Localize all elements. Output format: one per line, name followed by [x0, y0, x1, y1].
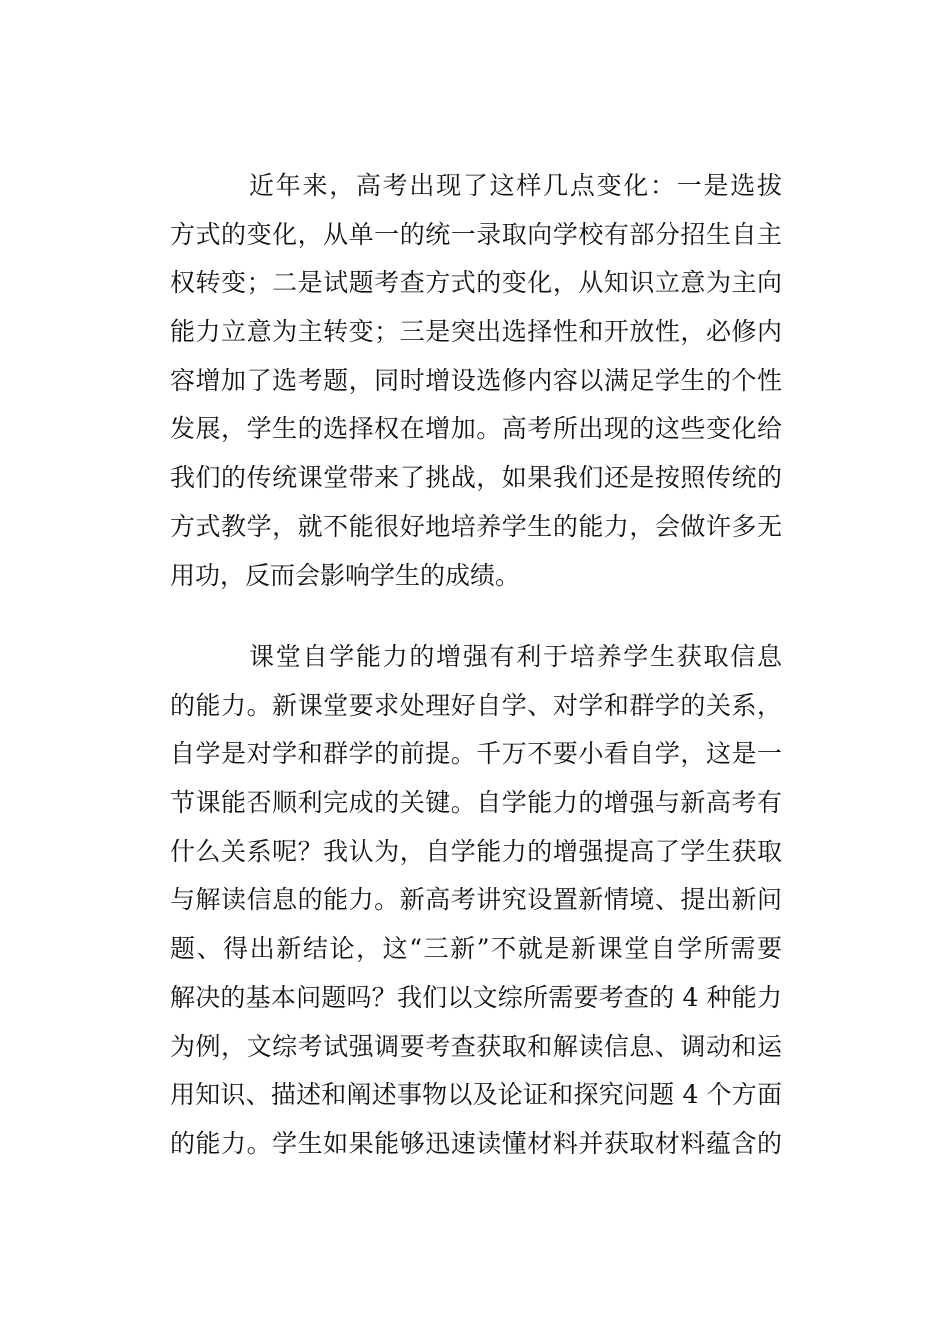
paragraph-line: 的能力。新课堂要求处理好自学、对学和群学的关系， [170, 690, 782, 720]
paragraph-line: 用功，反而会影响学生的成绩。 [170, 560, 521, 590]
paragraph-line: 用知识、描述和阐述事物以及论证和探究问题 4 个方面 [170, 1080, 782, 1110]
paragraph-line: 权转变；二是试题考查方式的变化，从知识立意为主向 [170, 268, 782, 298]
paragraph-line: 什么关系呢？我认为，自学能力的增强提高了学生获取 [170, 836, 782, 866]
paragraph-line: 与解读信息的能力。新高考讲究设置新情境、提出新问 [170, 885, 782, 915]
paragraph-self-study [170, 633, 782, 1169]
paragraph-line: 方式教学，就不能很好地培养学生的能力，会做许多无 [170, 511, 782, 541]
paragraph-line: 能力立意为主转变；三是突出选择性和开放性，必修内 [170, 317, 782, 347]
paragraph-line: 容增加了选考题，同时增设选修内容以满足学生的个性 [170, 365, 782, 395]
paragraph-line: 发展，学生的选择权在增加。高考所出现的这些变化给 [170, 414, 782, 444]
paragraph-line: 方式的变化，从单一的统一录取向学校有部分招生自主 [170, 219, 782, 249]
paragraph-line: 近年来，高考出现了这样几点变化：一是选拔 [249, 171, 782, 200]
paragraph-line: 我们的传统课堂带来了挑战，如果我们还是按照传统的 [170, 463, 782, 493]
paragraph-gaokao-changes [170, 162, 782, 600]
paragraph-line: 为例，文综考试强调要考查获取和解读信息、调动和运 [170, 1031, 782, 1061]
paragraph-line: 题、得出新结论，这“三新”不就是新课堂自学所需要 [170, 934, 782, 964]
paragraph-line: 解决的基本问题吗？我们以文综所需要考查的 4 种能力 [170, 982, 782, 1012]
paragraph-line: 的能力。学生如果能够迅速读懂材料并获取材料蕴含的 [170, 1128, 782, 1158]
paragraph-line: 自学是对学和群学的前提。千万不要小看自学，这是一 [170, 739, 782, 769]
paragraph-line: 课堂自学能力的增强有利于培养学生获取信息 [249, 642, 782, 671]
paragraph-line: 节课能否顺利完成的关键。自学能力的增强与新高考有 [170, 788, 782, 818]
